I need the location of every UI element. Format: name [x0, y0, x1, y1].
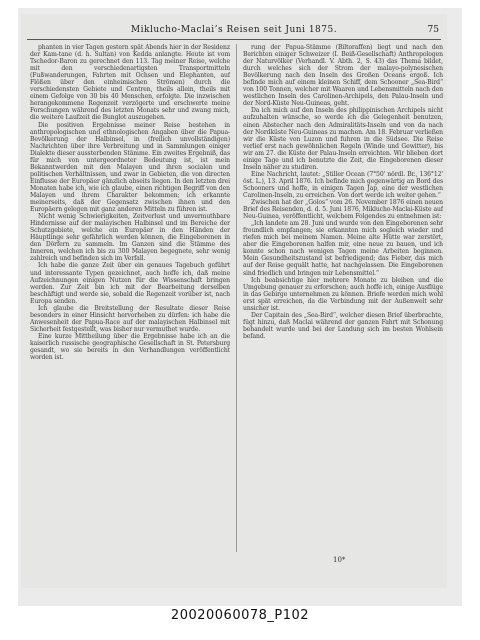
paragraph: Die positiven Ergebnisse meiner Reise bestehen in anthropologischen und ethnologischen Angaben über die Papua-Bevölkerung der Halbinsel, in (freilich unvollständigen) Nachrichten über ihre Verbreitung und in Sammlungen einiger Dialekte dieser aussterbenden Stämme. Ein zweites Ergebniß, das für mich von untergeordneter Bedeutung ist, ist mein Bekanntwerden mit den Malayen und ihren socialen und politischen Verhältnissen, und zwar in Gebieten, die von directen Einflusse der Europäer gänzlich abseits liegen. In den letzten drei Monaten habe ich, wie ich glaube, einen richtigen Begriff von den Malayen und ihrem Charakter bekommen; ich erkannte meinerseits, daß der Gegensatz zwischen ihnen und den Europäern gelegen mit ganz anderen Mitteln zu führen ist. — [30, 121, 230, 214]
running-title: Miklucho-Maclai’s Reisen seit Juni 1875. — [130, 25, 338, 35]
paragraph: Ich habe die ganze Zeit über ein genaues Tagebuch geführt und interessante Typen gezeichnet, auch hoffe ich, daß meine Aufzeichnungen einigen Nutzen für die Wissenschaft bringen werden. Zur Zeit bin ich mit der Bearbeitung derselben beschäftigt und werde sie, sobald die Regenzeit vorüber ist, nach Europa senden. — [30, 262, 230, 305]
column-divider — [236, 44, 237, 552]
paragraph: Ich glaube die Breitstellung der Resultate dieser Reise besonders in einer Hinsicht hervorheben zu dürfen: ich habe die Anwesenheit der Papua-Race auf der malayischen Halbinsel mit Sicherheit festgestellt, was bisher nur vermuthet wurde. — [30, 304, 230, 333]
paragraph: Da ich mich auf den Inseln des philippinischen Archipels nicht aufzuhalten wünsche, so werde ich die Gelegenheit benutzen, einen Abstecher nach den Admiralitäts-Inseln und von da nach der Nordküste Neu-Guineas zu machen. Am 18. Februar verließen wir die Küste von Luzon und fuhren in die Südsee. Die Reise verlief erst nach gewöhnlichen Regeln (Winde und Gewitter), bis wir am 27. die Küste der Palau-Inseln erreichten. Wir blieben dort einige Tage und ich benutzte die Zeit, die Eingeborenen dieser Inseln näher zu studiren. — [243, 107, 443, 171]
running-header — [27, 25, 441, 40]
paragraph: „Ich landete am 28. Juni und wurde von den Eingeborenen sehr freundlich empfangen; sie erkannten mich sogleich wieder und riefen mich bei meinem Namen. Meine alte Hütte war zerstört, aber die Eingeborenen halfen mir, eine neue zu bauen, und ich konnte schon nach wenigen Tagen meine Arbeiten beginnen. Mein Gesundheitszustand ist befriedigend; das Fieber, das mich auf der Reise gequält hatte, hat nachgelassen. Die Eingeborenen sind friedlich und bringen mir Lebensmittel.“ — [243, 220, 443, 277]
paragraph: Der Capitain des „Sea-Bird“, welcher diesen Brief überbrachte, fügt hinzu, daß Maclai während der ganzen Fahrt mit Schonung behandelt wurde und bei der Landung sich im besten Wohlsein befand. — [243, 311, 443, 340]
printer-signature-mark: 10* — [333, 556, 346, 564]
paragraph: Eine Nachricht, lautet: „Stiller Ocean (7°50' nördl. Br., 136°12' öst. L.), 13. April 1876. Ich befinde mich gegenwärtig an Bord des Schooners und hoffe, in einigen Tagen Jap, eine der westlichen Carolinen-Inseln, zu erreichen. Von dort werde ich weiter gehen.“ — [243, 170, 443, 199]
paragraph: Zwischen hat der „Golos“ vom 26. November 1876 einen neuen Brief des Reisenden, d. d. 5. Juni 1876, Miklucho-Maclai-Küste auf Neu-Guinea, veröffentlicht, welchem Folgendes zu entnehmen ist: — [243, 199, 443, 221]
left-text-column — [30, 44, 230, 554]
paragraph: phanten in vier Tagen gestern spät Abends hier in der Residenz der Kam-tane (d. h. Sultan) von Kedda anlangte. Heute ist vom Tschedor-Baron zu gerechnet den 113. Tag meiner Reise, welche mit den verschiedenartigsten Transportmitteln (Fußwanderungen, Fahrten mit Ochsen und Elephanten, auf Flößen über den einheimischen Strömen) durch die verschiedensten Gebiete und Centren, theils allein, theils mit einem Gefolge von 30 bis 40 Menschen, erfolgte. Die inzwischen herangekommene Regenzeit verzögerte und erschwerte meine Forschungen während des letzten Monats sehr und zwang mich, die weitere Laufzeit die Bunglot auszugeben. — [30, 44, 230, 122]
paragraph: Eine kurze Mittheilung über die Ergebnisse habe ich an die kaiserlich russische geographische Gesellschaft in St. Petersburg gesandt, wo sie bereits in den Verhandlungen veröffentlicht worden ist. — [30, 332, 230, 362]
paragraph: rung der Papua-Stämme (Biltoraffen) liegt und nach den Berichten einiger Schweizer (I. Beiß-Gesellschaft) Anthropologen der Naturvölker (Verhandl. V. Abth. 2, S. 43) das Thema bildet, durch welches sich der Strom der malayo-polynesischen Bevölkerung nach den Inseln des Großen Oceans ergoß. Ich befinde mich auf einem kleinen Schiff, dem Schooner „Sea-Bird“ von 100 Tonnen, welcher mit Waaren und Lebensmitteln nach den westlichen Inseln des Carolinen-Archipels, den Palau-Inseln und der Nord-Küste Neu-Guineas, geht. — [243, 44, 443, 108]
image-caption: 20020060078_P102 — [170, 608, 310, 623]
paragraph: Ich beabsichtige hier mehrere Monate zu bleiben und die Umgebung genauer zu erforschen; auch hoffe ich, einige Ausflüge in das Gebirge unternehmen zu können. Briefe werden mich wohl erst spät erreichen, da die Verbindung mit der Außenwelt sehr unsicher ist. — [243, 276, 443, 312]
paragraph: Nicht wenig Schwierigkeiten, Zeitverlust und unvermuthbare Hindernisse auf der malayischen Halbinsel und im Bereiche der Schutzgebiete, welche ein Europäer in den Händen der Häuptlinge sehr gefährlich werden können, die Eingeborenen in den Dörfern zu sammeln. Im Ganzen sind die Stämme des Inneren, welchen ich bis zu 300 Malayen begegnete, sehr wenig zahlreich und befinden sich im Verfall. — [30, 213, 230, 263]
page-number: 75 — [427, 25, 439, 35]
right-text-column — [243, 44, 443, 554]
